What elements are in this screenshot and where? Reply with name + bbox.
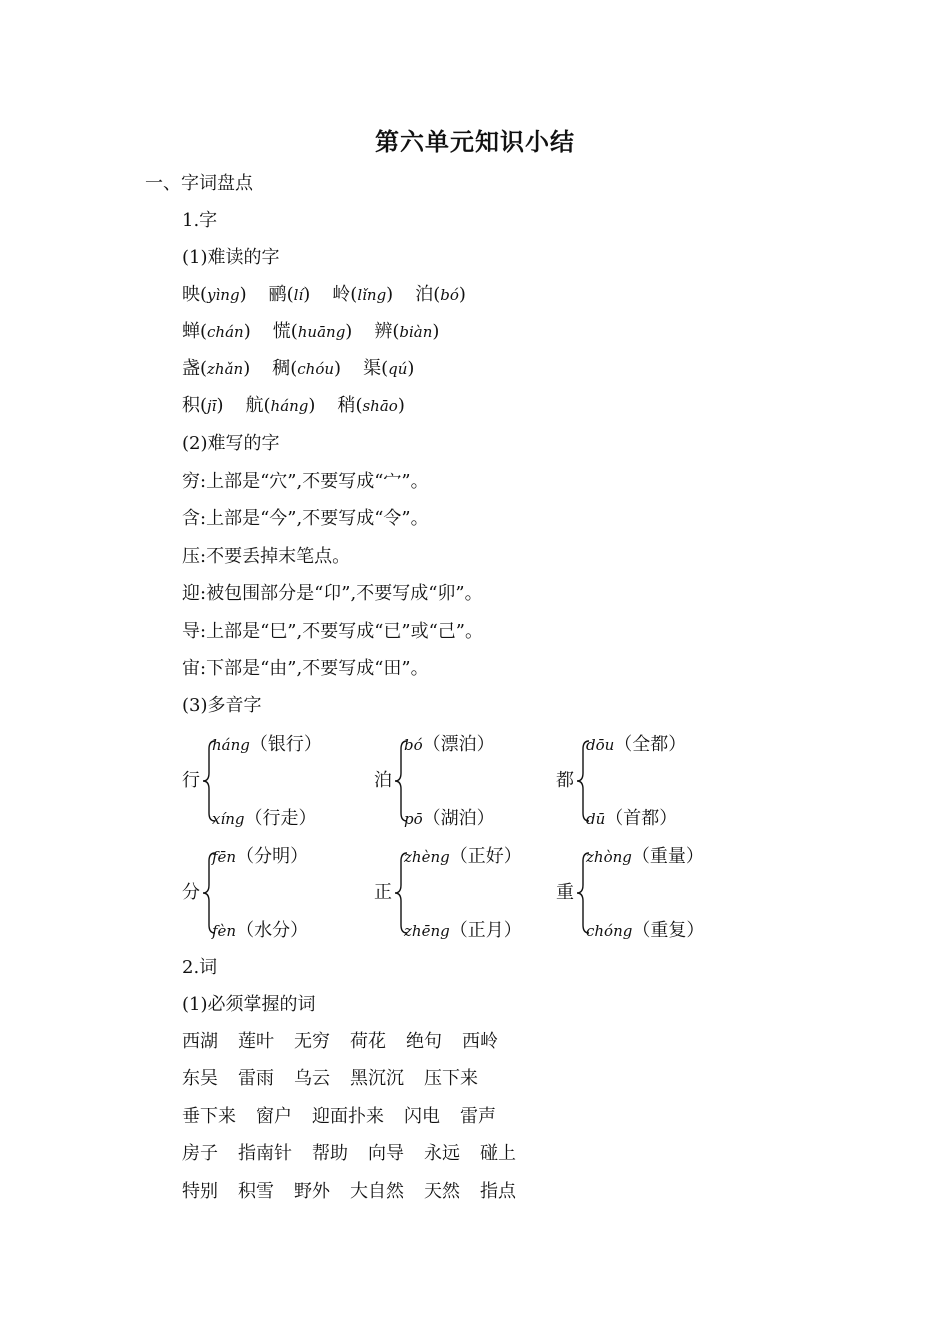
vocab-word: 指点	[480, 1180, 516, 1202]
vocab-word: 迎面扑来	[312, 1105, 384, 1127]
hard-write-item: 宙:下部是“由”,不要写成“田”。	[182, 658, 429, 679]
hard-read-char: 岭	[332, 284, 351, 305]
hard-read-char: 慌	[272, 321, 291, 342]
pinyin: zhǎn	[207, 360, 244, 378]
hard-read-char: 航	[245, 395, 264, 416]
pinyin: xíng	[212, 810, 245, 828]
hard-read-row: 蝉(chán) 慌(huāng) 辨(biàn)	[182, 321, 440, 342]
polyphonic-reading	[404, 807, 495, 831]
vocab-word: 向导	[368, 1143, 404, 1165]
hard-write-item: 穷:上部是“穴”,不要写成“宀”。	[182, 471, 429, 492]
pinyin: lí	[293, 286, 304, 304]
pinyin: bó	[440, 286, 459, 304]
example-word: （正好）	[449, 846, 522, 867]
pinyin: zhòng	[586, 848, 632, 866]
pinyin: shāo	[362, 397, 398, 415]
vocab-word: 莲叶	[238, 1031, 274, 1052]
vocab-word: 积雪	[238, 1180, 274, 1202]
pinyin: qú	[388, 360, 408, 378]
hard-read-row: 映(yìng) 鹂(lí) 岭(lǐng) 泊(bó)	[182, 284, 466, 305]
polyphonic-reading	[586, 845, 704, 869]
vocab-word: 压下来	[424, 1068, 478, 1090]
hard-read-row: 积(jī) 航(háng) 稍(shāo)	[182, 395, 405, 416]
polyphonic-reading	[404, 919, 522, 943]
hard-write-item: 含:上部是“今”,不要写成“令”。	[182, 508, 429, 530]
example-word: （湖泊）	[422, 808, 495, 829]
pinyin: dōu	[586, 736, 615, 754]
pinyin: fèn	[212, 922, 237, 940]
word-row	[182, 1105, 516, 1129]
pinyin: háng	[270, 397, 309, 415]
vocab-word: 黑沉沉	[350, 1068, 404, 1090]
word-row	[182, 1180, 536, 1204]
example-word: （漂泊）	[422, 734, 495, 755]
pinyin: chán	[207, 323, 244, 341]
vocab-word: 野外	[294, 1180, 330, 1202]
must-master-heading: (1)必须掌握的词	[182, 994, 316, 1015]
pinyin: zhēng	[404, 922, 450, 940]
hard-read-char: 辨	[374, 321, 393, 342]
polyphonic-char: 正	[374, 882, 392, 903]
hard-read-row: 盏(zhǎn) 稠(chóu) 渠(qú)	[182, 358, 415, 379]
hard-read-char: 积	[182, 395, 200, 416]
word-row	[182, 1142, 536, 1166]
hard-write-heading: (2)难写的字	[182, 433, 280, 454]
hard-read-char: 泊	[415, 284, 434, 305]
example-word: （正月）	[449, 920, 522, 941]
polyphonic-char: 分	[182, 882, 200, 903]
pinyin: bó	[404, 736, 423, 754]
pinyin: chóu	[297, 360, 335, 378]
vocab-word: 荷花	[350, 1031, 386, 1052]
hard-read-char: 稠	[272, 358, 291, 379]
words-heading: 2.词	[182, 957, 218, 978]
polyphonic-char: 泊	[374, 770, 392, 791]
word-row	[182, 1067, 498, 1091]
vocab-word: 西岭	[462, 1031, 498, 1052]
example-word: （银行）	[249, 734, 322, 755]
polyphonic-reading	[586, 733, 686, 757]
pinyin: zhèng	[404, 848, 450, 866]
polyphonic-reading	[212, 733, 322, 757]
section-heading: 一、字词盘点	[145, 173, 253, 194]
pinyin: háng	[212, 736, 250, 754]
vocab-word: 特别	[182, 1180, 218, 1202]
vocab-word: 窗户	[256, 1105, 292, 1127]
vocab-word: 乌云	[294, 1068, 330, 1090]
vocab-word: 垂下来	[182, 1105, 236, 1127]
hard-read-heading: (1)难读的字	[182, 247, 280, 268]
pinyin: yìng	[207, 286, 240, 304]
example-word: （全都）	[614, 734, 687, 755]
polyphonic-heading: (3)多音字	[182, 695, 262, 716]
example-word: （重复）	[632, 920, 705, 941]
hard-read-char: 渠	[363, 358, 382, 379]
vocab-word: 碰上	[480, 1143, 516, 1165]
pinyin: fēn	[212, 848, 237, 866]
vocab-word: 永远	[424, 1143, 460, 1165]
vocab-word: 闪电	[404, 1105, 440, 1127]
hard-read-char: 稍	[337, 395, 356, 416]
pinyin: jī	[207, 397, 217, 415]
example-word: （分明）	[236, 846, 309, 867]
pinyin: huāng	[297, 323, 346, 341]
vocab-word: 无穷	[294, 1031, 330, 1052]
hard-write-item: 迎:被包围部分是“卬”,不要写成“卯”。	[182, 583, 483, 605]
hard-read-char: 盏	[182, 358, 200, 379]
hard-write-item: 压:不要丢掉末笔点。	[182, 545, 351, 567]
vocab-word: 西湖	[182, 1031, 218, 1052]
polyphonic-char: 重	[556, 882, 574, 903]
pinyin: dū	[586, 810, 606, 828]
vocab-word: 雷雨	[238, 1068, 274, 1090]
polyphonic-reading	[212, 807, 317, 831]
word-row	[182, 1030, 518, 1054]
vocab-word: 绝句	[406, 1031, 442, 1052]
polyphonic-reading	[212, 845, 308, 869]
pinyin: pō	[404, 810, 423, 828]
polyphonic-reading	[586, 807, 677, 831]
chars-heading: 1.字	[182, 210, 218, 231]
example-word: （首都）	[605, 808, 678, 829]
polyphonic-char: 都	[556, 770, 574, 791]
polyphonic-reading	[586, 919, 704, 943]
hard-read-char: 蝉	[182, 321, 200, 342]
example-word: （水分）	[236, 920, 309, 941]
polyphonic-reading	[404, 733, 495, 757]
pinyin: lǐng	[357, 286, 387, 304]
vocab-word: 雷声	[460, 1105, 496, 1127]
hard-read-char: 鹂	[268, 284, 287, 305]
vocab-word: 指南针	[238, 1143, 292, 1165]
vocab-word: 房子	[182, 1143, 218, 1165]
example-word: （行走）	[244, 808, 317, 829]
polyphonic-char: 行	[182, 770, 200, 791]
hard-write-item: 导:上部是“巳”,不要写成“已”或“己”。	[182, 620, 483, 642]
vocab-word: 天然	[424, 1180, 460, 1202]
pinyin: biàn	[399, 323, 433, 341]
polyphonic-reading	[212, 919, 308, 943]
polyphonic-reading	[404, 845, 522, 869]
page-title: 第六单元知识小结	[375, 127, 575, 156]
hard-read-char: 映	[182, 284, 200, 305]
vocab-word: 东吴	[182, 1068, 218, 1090]
pinyin: chóng	[586, 922, 633, 940]
vocab-word: 帮助	[312, 1143, 348, 1165]
vocab-word: 大自然	[350, 1180, 404, 1202]
example-word: （重量）	[631, 846, 704, 867]
